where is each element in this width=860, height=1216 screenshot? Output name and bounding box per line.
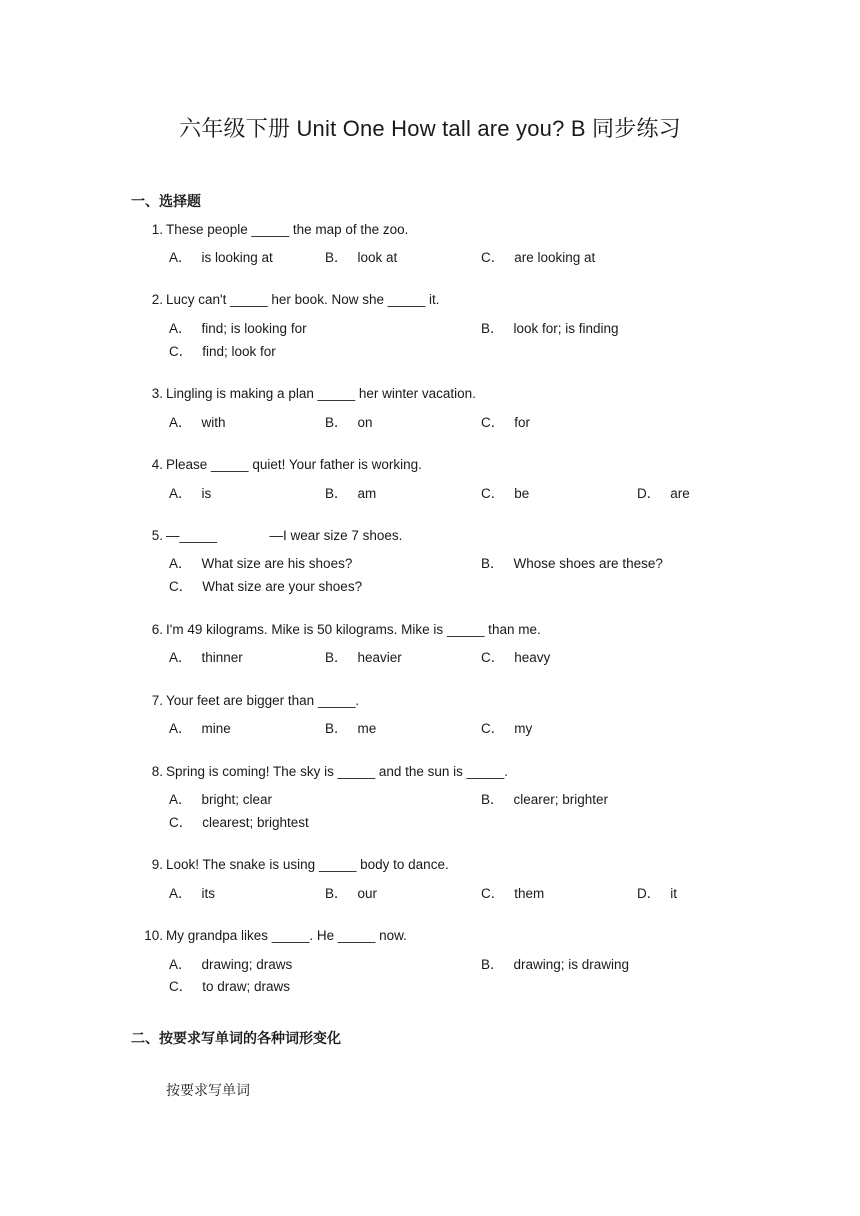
question-number: 10. (144, 928, 163, 943)
option-c[interactable]: C． What size are your shoes? (169, 579, 363, 594)
question-stem: Lingling is making a plan _____ her winter vacation. (166, 386, 476, 401)
option-b[interactable]: B． look for; is finding (481, 321, 619, 336)
option-a[interactable]: A． is looking at (169, 250, 273, 265)
option-a[interactable]: A． mine (169, 721, 231, 736)
option-b[interactable]: B． drawing; is drawing (481, 957, 630, 972)
option-d[interactable]: D． it (637, 886, 677, 901)
option-c[interactable]: C． my (481, 721, 533, 736)
option-a[interactable]: A． drawing; draws (169, 957, 293, 972)
question-stem: My grandpa likes _____. He _____ now. (166, 928, 407, 943)
option-b[interactable]: B． me (325, 721, 377, 736)
option-a[interactable]: A． find; is looking for (169, 321, 307, 336)
question-stem: I'm 49 kilograms. Mike is 50 kilograms. Mike is _____ than me. (166, 622, 541, 637)
question-number: 2. (151, 292, 163, 307)
option-a[interactable]: A． with (169, 415, 226, 430)
option-b[interactable]: B． heavier (325, 650, 402, 665)
option-c[interactable]: C． heavy (481, 650, 551, 665)
question-number: 4. (151, 457, 163, 472)
question-stem: Your feet are bigger than _____. (166, 693, 360, 708)
question-stem: 按要求写单词 (166, 1083, 250, 1099)
question-stem: Look! The snake is using _____ body to dance. (166, 857, 449, 872)
section-heading-word-forms: 二、按要求写单词的各种词形变化 (131, 1031, 341, 1047)
option-c[interactable]: C． are looking at (481, 250, 596, 265)
question-number: 9. (151, 857, 163, 872)
option-b[interactable]: B． Whose shoes are these? (481, 556, 663, 571)
option-c[interactable]: C． find; look for (169, 344, 276, 359)
option-a[interactable]: A． is (169, 486, 212, 501)
option-a[interactable]: A． its (169, 886, 216, 901)
question-stem: Lucy can't _____ her book. Now she _____ it. (166, 292, 440, 307)
option-b[interactable]: B． on (325, 415, 373, 430)
question-number: 5. (151, 528, 163, 543)
question-stem: Please _____ quiet! Your father is working. (166, 457, 422, 472)
option-c[interactable]: C． to draw; draws (169, 979, 291, 994)
option-b[interactable]: B． look at (325, 250, 398, 265)
option-c[interactable]: C． for (481, 415, 531, 430)
option-c[interactable]: C． clearest; brightest (169, 815, 309, 830)
option-a[interactable]: A． thinner (169, 650, 243, 665)
question-stem: Spring is coming! The sky is _____ and the sun is _____. (166, 764, 508, 779)
page-title: 六年级下册 Unit One How tall are you? B 同步练习 (179, 116, 681, 141)
option-c[interactable]: C． them (481, 886, 545, 901)
option-d[interactable]: D． are (637, 486, 690, 501)
section-heading-choice: 一、选择题 (131, 194, 201, 210)
question-number: 7. (151, 693, 163, 708)
option-a[interactable]: A． bright; clear (169, 792, 273, 807)
option-b[interactable]: B． our (325, 886, 378, 901)
option-c[interactable]: C． be (481, 486, 530, 501)
option-b[interactable]: B． am (325, 486, 377, 501)
option-b[interactable]: B． clearer; brighter (481, 792, 609, 807)
question-stem: These people _____ the map of the zoo. (166, 222, 409, 237)
question-number: 3. (151, 386, 163, 401)
question-number: 8. (151, 764, 163, 779)
question-stem: —_____ —I wear size 7 shoes. (166, 528, 403, 543)
question-number: 6. (151, 622, 163, 637)
option-a[interactable]: A． What size are his shoes? (169, 556, 353, 571)
question-number: 1. (151, 222, 163, 237)
